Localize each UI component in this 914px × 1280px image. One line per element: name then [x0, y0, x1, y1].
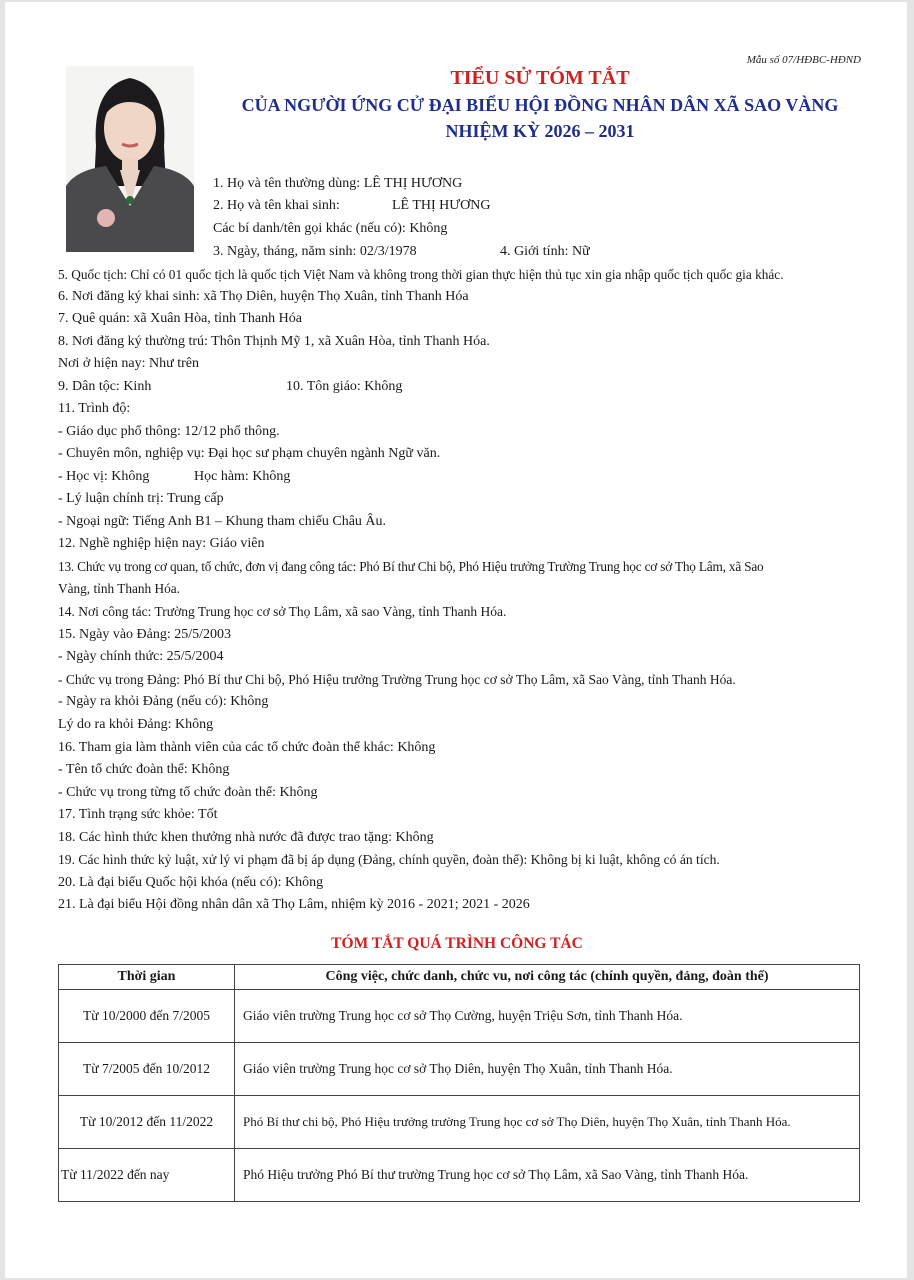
- document-title: TIỂU SỬ TÓM TẮT: [450, 67, 630, 89]
- field-party-leave-date: - Ngày ra khỏi Đảng (nếu có): Không: [58, 694, 269, 709]
- document-subtitle: CỦA NGƯỜI ỨNG CỬ ĐẠI BIỂU HỘI ĐỒNG NHÂN DÂN XÃ SAO VÀNG: [241, 95, 839, 115]
- header-period: Thời gian: [59, 965, 235, 990]
- field-permanent-residence: 8. Nơi đăng ký thường trú: Thôn Thịnh Mỹ 1, xã Xuân Hòa, tỉnh Thanh Hóa.: [58, 334, 490, 349]
- field-workplace: 14. Nơi công tác: Trường Trung học cơ sở Thọ Lâm, xã sao Vàng, tỉnh Thanh Hóa.: [58, 604, 507, 619]
- field-common-name: 1. Họ và tên thường dùng: LÊ THỊ HƯƠNG: [213, 176, 463, 191]
- field-party-official-date: - Ngày chính thức: 25/5/2004: [58, 649, 224, 664]
- field-hometown: 7. Quê quán: xã Xuân Hòa, tỉnh Thanh Hóa: [58, 311, 302, 326]
- work-history-title: TÓM TẮT QUÁ TRÌNH CÔNG TÁC: [331, 935, 583, 952]
- field-organization-membership: 16. Tham gia làm thành viên của các tổ chức đoàn thể khác: Không: [58, 740, 436, 755]
- field-party-join-date: 15. Ngày vào Đảng: 25/5/2003: [58, 627, 232, 642]
- table-header-row: [59, 965, 860, 990]
- field-academic-title: Học hàm: Không: [194, 469, 291, 484]
- row-period: Từ 10/2012 đến 11/2022: [59, 1096, 235, 1149]
- row-work: Giáo viên trường Trung học cơ sở Thọ Cường, huyện Triệu Sơn, tỉnh Thanh Hóa.: [235, 990, 860, 1043]
- field-ethnicity: 9. Dân tộc: Kinh: [58, 379, 152, 394]
- row-work: Phó Bí thư chi bộ, Phó Hiệu trưởng trường Trung học cơ sở Thọ Diên, huyện Thọ Xuân, tỉnh Thanh Hóa.: [235, 1096, 860, 1149]
- field-general-education: - Giáo dục phổ thông: 12/12 phổ thông.: [58, 424, 280, 439]
- table-row: [59, 1096, 860, 1149]
- row-work: Giáo viên trường Trung học cơ sở Thọ Diên, huyện Thọ Xuân, tỉnh Thanh Hóa.: [235, 1043, 860, 1096]
- header-work: Công việc, chức danh, chức vu, nơi công tác (chính quyền, đảng, đoàn thể): [235, 965, 860, 990]
- field-health: 17. Tình trạng sức khỏe: Tốt: [58, 807, 218, 822]
- field-occupation: 12. Nghề nghiệp hiện nay: Giáo viên: [58, 536, 265, 551]
- field-political-theory: - Lý luận chính trị: Trung cấp: [58, 491, 224, 506]
- field-party-position: - Chức vụ trong Đảng: Phó Bí thư Chi bộ, Phó Hiệu trưởng Trường Trung học cơ sở Thọ Lâm, xã Sao Vàng, tỉnh Thanh Hóa.: [58, 672, 736, 687]
- field-discipline: 19. Các hình thức kỷ luật, xử lý vi phạm đã bị áp dụng (Đảng, chính quyền, đoàn thể): Không bị ki luật, không có án tích.: [58, 852, 720, 867]
- field-position-line1: 13. Chức vụ trong cơ quan, tổ chức, đơn vị đang công tác: Phó Bí thư Chi bộ, Phó Hiệu trưởng Trường Trung học cơ sở Thọ Lâm, xã Sao: [58, 559, 764, 574]
- field-position-line2: Vàng, tỉnh Thanh Hóa.: [58, 581, 180, 596]
- field-party-leave-reason: Lý do ra khỏi Đảng: Không: [58, 717, 214, 732]
- table-row: [59, 1149, 860, 1202]
- field-education-heading: 11. Trình độ:: [58, 401, 131, 416]
- row-period: Từ 11/2022 đến nay: [59, 1149, 235, 1202]
- work-history-table: [58, 964, 860, 1202]
- field-foreign-language: - Ngoại ngữ: Tiếng Anh B1 – Khung tham chiếu Châu Âu.: [58, 514, 387, 529]
- document-header: [235, 64, 845, 144]
- field-degree: - Học vị: Không: [58, 469, 150, 484]
- field-religion: 10. Tôn giáo: Không: [286, 379, 403, 394]
- field-organization-position: - Chức vụ trong từng tổ chức đoàn thể: Không: [58, 785, 318, 800]
- document-term: NHIỆM KỲ 2026 – 2031: [445, 121, 635, 141]
- form-number: Mẫu số 07/HĐBC-HĐND: [746, 54, 861, 66]
- row-work: Phó Hiệu trưởng Phó Bí thư trường Trung học cơ sở Thọ Lâm, xã Sao Vàng, tỉnh Thanh Hóa.: [235, 1149, 860, 1202]
- field-awards: 18. Các hình thức khen thưởng nhà nước đã được trao tặng: Không: [58, 830, 434, 845]
- portrait-photo-icon: [66, 66, 194, 252]
- field-birthdate: 3. Ngày, tháng, năm sinh: 02/3/1978: [213, 244, 417, 259]
- field-birth-name-label: 2. Họ và tên khai sinh:: [213, 198, 340, 213]
- field-gender: 4. Giới tính: Nữ: [500, 244, 590, 259]
- field-nationality: 5. Quốc tịch: Chỉ có 01 quốc tịch là quốc tịch Việt Nam và không trong thời gian thực hiện thủ tục xin gia nhập quốc tịch quốc gia khác.: [58, 267, 784, 282]
- field-organization-name: - Tên tổ chức đoàn thể: Không: [58, 762, 230, 777]
- field-council-delegate: 21. Là đại biểu Hội đồng nhân dân xã Thọ Lâm, nhiệm kỳ 2016 - 2021; 2021 - 2026: [58, 897, 530, 912]
- field-current-residence: Nơi ở hiện nay: Như trên: [58, 356, 199, 371]
- table-row: [59, 990, 860, 1043]
- field-alias: Các bí danh/tên gọi khác (nếu có): Không: [213, 221, 448, 236]
- field-birth-registration: 6. Nơi đăng ký khai sinh: xã Thọ Diên, huyện Thọ Xuân, tỉnh Thanh Hóa: [58, 289, 469, 304]
- field-specialization: - Chuyên môn, nghiệp vụ: Đại học sư phạm chuyên ngành Ngữ văn.: [58, 446, 441, 461]
- field-birth-name-value: LÊ THỊ HƯƠNG: [392, 198, 491, 213]
- table-row: [59, 1043, 860, 1096]
- field-national-assembly: 20. Là đại biểu Quốc hội khóa (nếu có): Không: [58, 875, 324, 890]
- row-period: Từ 7/2005 đến 10/2012: [59, 1043, 235, 1096]
- row-period: Từ 10/2000 đến 7/2005: [59, 990, 235, 1043]
